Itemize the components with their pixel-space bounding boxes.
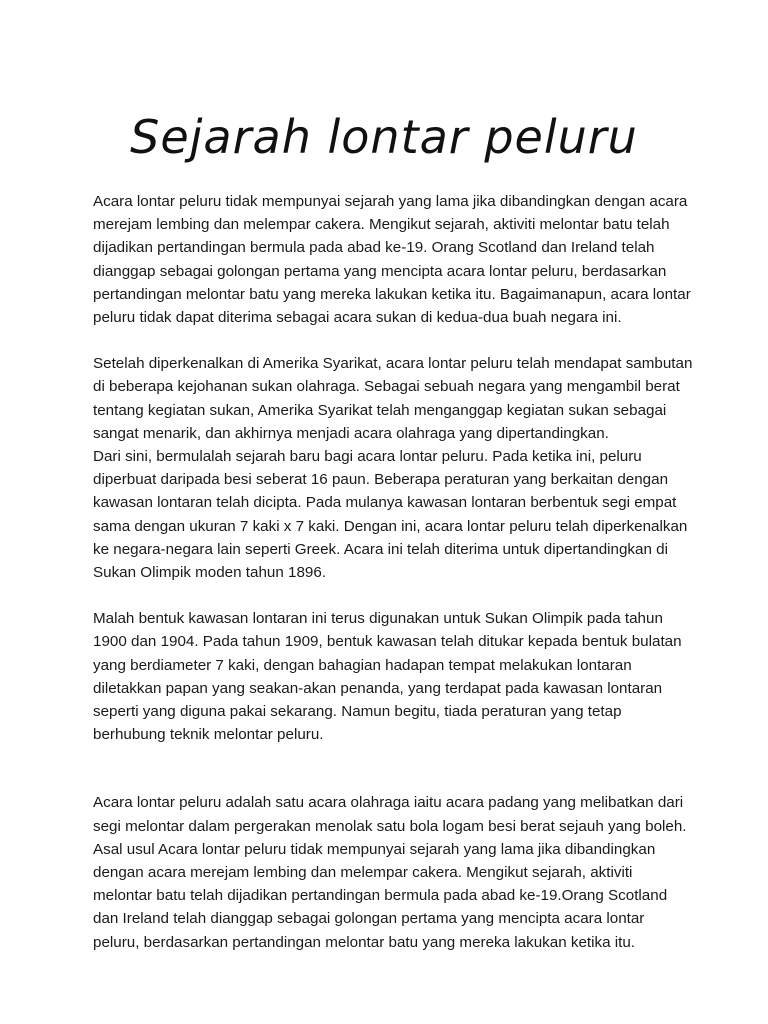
paragraph-spacer — [93, 329, 693, 352]
page-title: Sejarah lontar peluru — [130, 110, 638, 164]
paragraph-spacer — [93, 746, 693, 791]
paragraph-spacer — [93, 584, 693, 607]
document-body — [93, 190, 693, 954]
paragraph-3: Dari sini, bermulalah sejarah baru bagi acara lontar peluru. Pada ketika ini, peluru diperbuat daripada besi seberat 16 paun. Beberapa peraturan yang berkaitan dengan kawasan lontaran telah dicipta. Pada mulanya kawasan lontaran berbentuk segi empat sama dengan ukuran 7 kaki x 7 kaki. Dengan ini, acara lontar peluru telah diperkenalkan ke negara-negara lain seperti Greek. Acara ini telah diterima untuk dipertandingkan di Sukan Olimpik moden tahun 1896. — [93, 448, 688, 582]
paragraph-1: Acara lontar peluru tidak mempunyai sejarah yang lama jika dibandingkan dengan acara merejam lembing dan melempar cakera. Mengikut sejarah, aktiviti melontar batu telah dijadikan pertandingan bermula pada abad ke-19. Orang Scotland dan Ireland telah dianggap sebagai golongan pertama yang mencipta acara lontar peluru, berdasarkan pertandingan melontar batu yang mereka lakukan ketika itu. Bagaimanapun, acara lontar peluru tidak dapat diterima sebagai acara sukan di kedua-dua buah negara ini. — [93, 193, 691, 327]
paragraph-2: Setelah diperkenalkan di Amerika Syarikat, acara lontar peluru telah mendapat sambutan di beberapa kejohanan sukan olahraga. Sebagai sebuah negara yang mengambil berat tentang kegiatan sukan, Amerika Syarikat telah menganggap kegiatan sukan sebagai sangat menarik, dan akhirnya menjadi acara olahraga yang dipertandingkan. — [93, 355, 693, 442]
paragraph-5: Acara lontar peluru adalah satu acara olahraga iaitu acara padang yang melibatkan dari segi melontar dalam pergerakan menolak satu bola logam besi berat sejauh yang boleh. Asal usul Acara lontar peluru tidak mempunyai sejarah yang lama jika dibandingkan dengan acara merejam lembing dan melempar cakera. Mengikut sejarah, aktiviti melontar batu telah dijadikan pertandingan bermula pada abad ke-19.Orang Scotland dan Ireland telah dianggap sebagai golongan pertama yang mencipta acara lontar peluru, berdasarkan pertandingan melontar batu yang mereka lakukan ketika itu. — [93, 794, 687, 951]
paragraph-4: Malah bentuk kawasan lontaran ini terus digunakan untuk Sukan Olimpik pada tahun 1900 dan 1904. Pada tahun 1909, bentuk kawasan telah ditukar kepada bentuk bulatan yang berdiameter 7 kaki, dengan bahagian hadapan tempat melakukan lontaran diletakkan papan yang seakan-akan penanda, yang terdapat pada kawasan lontaran seperti yang diguna pakai sekarang. Namun begitu, tiada peraturan yang tetap berhubung teknik melontar peluru. — [93, 610, 682, 744]
